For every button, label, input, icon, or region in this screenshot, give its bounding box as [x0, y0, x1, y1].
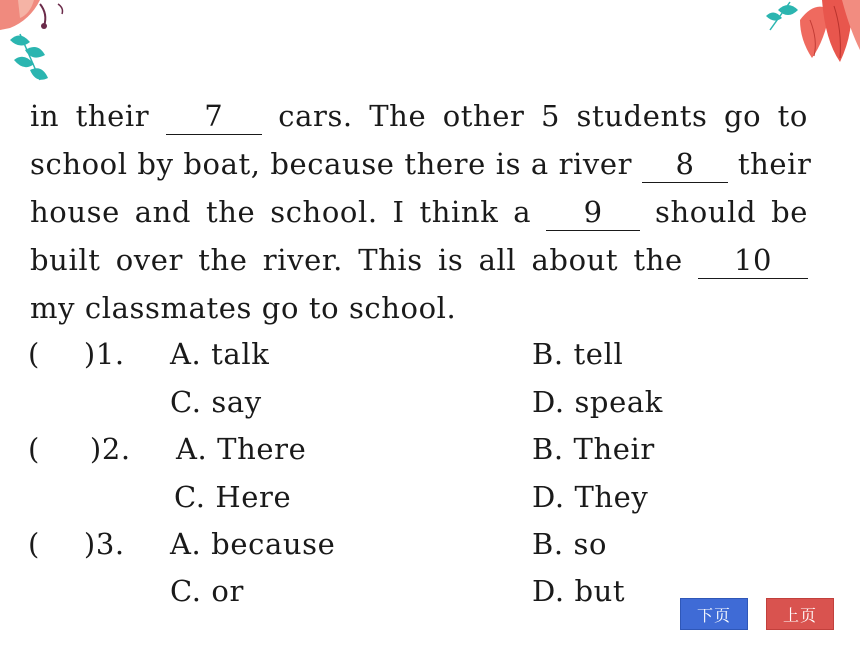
next-page-button[interactable]: 下页 [680, 598, 748, 630]
passage-text: in their [30, 99, 150, 133]
q3-option-d: D. but [532, 574, 626, 608]
cloze-passage [30, 92, 812, 332]
passage-text: house and the school. I think a [30, 195, 532, 229]
question-3-stem: ( )3. [28, 527, 125, 561]
q2-option-b: B. Their [532, 432, 655, 466]
passage-line-3 [30, 188, 808, 236]
q1-option-b: B. tell [532, 337, 624, 371]
floral-decoration-left [0, 0, 110, 95]
passage-text: their [737, 147, 812, 181]
q1-option-c: C. say [170, 385, 262, 419]
q1-option-a: A. talk [170, 337, 270, 371]
q3-option-b: B. so [532, 527, 608, 561]
passage-line-5 [30, 284, 808, 332]
passage-line-1 [30, 92, 808, 140]
passage-text: cars. The other 5 students go to [278, 99, 808, 133]
passage-line-4 [30, 236, 808, 284]
q3-option-c: C. or [170, 574, 244, 608]
blank-7: 7 [166, 98, 262, 135]
passage-line-2 [30, 140, 812, 188]
floral-decoration-right [730, 0, 860, 75]
previous-page-button[interactable]: 上页 [766, 598, 834, 630]
passage-text: built over the river. This is all about the [30, 243, 683, 277]
blank-8: 8 [642, 146, 728, 183]
q3-option-a: A. because [170, 527, 336, 561]
q1-option-d: D. speak [532, 385, 663, 419]
blank-10: 10 [698, 242, 808, 279]
passage-text: should be [655, 195, 808, 229]
q2-option-a: A. There [176, 432, 307, 466]
blank-9: 9 [546, 194, 640, 231]
passage-text: school by boat, because there is a river [30, 147, 633, 181]
q2-option-c: C. Here [174, 480, 292, 514]
question-2-stem: ( )2. [28, 432, 131, 466]
question-1-stem: ( )1. [28, 337, 125, 371]
q2-option-d: D. They [532, 480, 649, 514]
passage-text: my classmates go to school. [30, 291, 457, 325]
